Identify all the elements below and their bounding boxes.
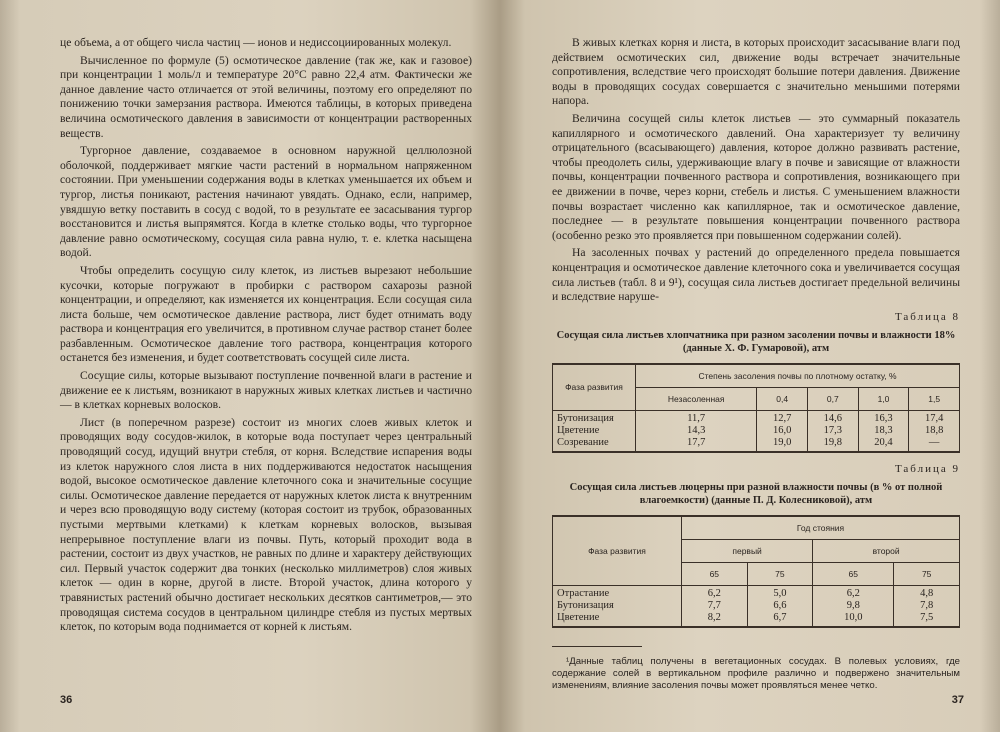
table9-col-header: 65 bbox=[682, 562, 748, 585]
table9-cell: 6,6 bbox=[773, 599, 787, 611]
table8-cell: 17,4 bbox=[924, 412, 944, 424]
table9-phase: Отрастание bbox=[557, 587, 610, 599]
table9-value-column bbox=[682, 585, 748, 627]
table9-title: Сосущая сила листьев люцерны при разной влажности почвы (в % от полной влагоемкости) (данные П. Д. Колесниковой), атм bbox=[569, 481, 943, 506]
table9-label: Таблица 9 bbox=[894, 462, 960, 475]
table8-phase: Созревание bbox=[557, 436, 609, 448]
table8-cell: 14,3 bbox=[687, 424, 706, 436]
table9-cell: 5,0 bbox=[773, 587, 787, 599]
right-paragraph-1: В живых клетках корня и листа, в которых происходит засасывание влаги под действием осмотических сил, движение воды встречает значительные сопротивления, вследствие чего происходят большие потери давления. Движение воды в проводящих сосудах совершается с значительно меньшими потерями напора. bbox=[552, 36, 960, 108]
table9-col-header: 75 bbox=[747, 562, 813, 585]
table9-cell: 8,2 bbox=[707, 611, 721, 623]
left-paragraph-6: Лист (в поперечном разрезе) состоит из многих слоев живых клеток и проводящих воду сосудов-жилок, в которые вода поступает через центральный проводящий сосуд, идущий внутри стебля, от корня. Вследствие испарения воды из клеток наружного слоя листа в них поддерживаются недостаток насыщения водой, высокое осмотическое давление клеточного сока и значительные сосущие силы. Осмотическое давление передается от наружных клеток листа к внутренним и через всю проводящую воду систему (которая состоит из трубок, образованных пустыми мертвыми клетками) к клеткам корневых волосков, вызывая непрерывное поступление влаги из почвы. Путь, который проходит вода в растении, состоит из двух участков, не равных по длине и характеру действующих сил. Первый участок содержит два тонких (несколько миллиметров) слоя живых клеток — один в корне, другой в листе. Второй участок, длина которого у травянистых растений обычно достигает нескольких десятков сантиметров,— это проводящая система сосудов в центральном цилиндре стебля из пустых мертвых клеток, по которым вода поднимается от корней к листьям. bbox=[60, 415, 472, 634]
table9-cell: 6,2 bbox=[707, 587, 721, 599]
right-paragraph-3: На засоленных почвах у растений до определенного предела повышается концентрация и осмотическое давление клеточного сока и увеличивается сосущая сила листьев (табл. 8 и 9¹), сосущая сила листьев достигает предельной величины и вследствие наруше- bbox=[552, 246, 960, 304]
table9-col-header: 75 bbox=[894, 562, 960, 585]
footnote: ¹Данные таблиц получены в вегетационных сосудах. В полевых условиях, где содержание солей в вертикальном профиле различно и подвержено значительным изменениям, влияние засоления почвы может проявляться менее четко. bbox=[552, 656, 960, 692]
table8-cell: 14,6 bbox=[823, 412, 843, 424]
table9 bbox=[552, 515, 960, 628]
table9-cell: 6,7 bbox=[773, 611, 787, 623]
table8-stub-header: Фаза развития bbox=[553, 364, 636, 411]
table8-cell: 17,3 bbox=[823, 424, 843, 436]
page-number-left: 36 bbox=[60, 694, 73, 706]
left-paragraph-3: Тургорное давление, создаваемое в основном наружной целлюлозной оболочкой, поддерживает мягкие части растений в нормальном напряженном состоянии. При уменьшении содержания воды в клетках уменьшается их объем и тургор, листья поникают, растения начинают увядать. Однако, если, например, увядшую ветку поставить в сосуд с водой, то в результате ее засасывания тургор восстановится и листья выпрямятся. Когда в клетке столько воды, что тургорное давление равно осмотическому, сосущая сила равна нулю, т. е. клетка насыщена водой. bbox=[60, 144, 472, 260]
table9-year-header: первый bbox=[682, 539, 813, 562]
table8-phase-column bbox=[553, 410, 636, 452]
left-paragraph-5: Сосущие силы, которые вызывают поступление почвенной влаги в растение и движение ее к листьям, возникают в наружных живых клетках листьев и частично — в клетках корневых волосков. bbox=[60, 369, 472, 412]
table9-cell: 7,8 bbox=[920, 599, 934, 611]
left-paragraph-2: Вычисленное по формуле (5) осмотическое давление (так же, как и газовое) при концентрации 1 моль/л и температуре 20°С равно 22,4 атм. Фактически же данное давление часто отличается от этой величины, поэтому его определяют по понижению точки замерзания раствора. Имеются таблицы, в которых приведена величина осмотического давления в зависимости от концентрации растворенных веществ. bbox=[60, 53, 472, 140]
table9-value-column bbox=[747, 585, 813, 627]
left-paragraph-4: Чтобы определить сосущую силу клеток, из листьев вырезают небольшие кусочки, которые погружают в пробирки с раствором сахарозы разной концентрации, и определяют, как изменяется их концентрация. Если сосущая сила листа больше, чем осмотическое давление раствора, лист будет отнимать воду раствора и концентрация его увеличится, в противном случае раствор станет более разбавленным. Осмотическое давление того раствора, концентрация которого останется без изменения, и будет соответствовать сосущей силе листа. bbox=[60, 263, 472, 365]
table9-cell: 7,5 bbox=[920, 611, 934, 623]
table8-phase: Цветение bbox=[557, 424, 600, 436]
table8 bbox=[552, 363, 960, 453]
table8-cell: 20,4 bbox=[874, 436, 893, 448]
table8-value-column bbox=[909, 410, 960, 452]
table8-cell: 19,0 bbox=[773, 436, 792, 448]
left-paragraph-1: це объема, а от общего числа частиц — ионов и недиссоциированных молекул. bbox=[60, 36, 452, 49]
table8-col-header: 1,5 bbox=[909, 387, 960, 410]
table9-cell: 7,7 bbox=[707, 599, 721, 611]
table8-cell: 16,0 bbox=[773, 424, 792, 436]
table9-cell: 9,8 bbox=[846, 599, 860, 611]
right-page bbox=[500, 0, 1000, 732]
table8-col-header: Незасоленная bbox=[636, 387, 757, 410]
table8-value-column bbox=[636, 410, 757, 452]
table9-phase: Цветение bbox=[557, 611, 600, 623]
table8-value-column bbox=[858, 410, 909, 452]
table9-cell: 4,8 bbox=[920, 587, 934, 599]
table9-year-header: второй bbox=[813, 539, 960, 562]
table8-col-header: 0,4 bbox=[757, 387, 808, 410]
page-number-right: 37 bbox=[951, 694, 964, 706]
table9-group-header: Год стояния bbox=[682, 516, 960, 540]
table8-cell: 17,7 bbox=[687, 436, 706, 448]
table8-phase: Бутонизация bbox=[557, 412, 614, 424]
table9-phase: Бутонизация bbox=[557, 599, 614, 611]
table8-col-header: 1,0 bbox=[858, 387, 909, 410]
table8-group-header: Степень засоления почвы по плотному остатку, % bbox=[636, 364, 960, 388]
table8-cell: 18,3 bbox=[874, 424, 893, 436]
table9-cell: 10,0 bbox=[844, 611, 863, 623]
table8-value-column bbox=[757, 410, 808, 452]
table8-cell: 16,3 bbox=[874, 412, 893, 424]
table9-value-column bbox=[813, 585, 894, 627]
table8-cell: 18,8 bbox=[924, 424, 944, 436]
table8-value-column bbox=[808, 410, 859, 452]
table8-title: Сосущая сила листьев хлопчатника при разном засолении почвы и влажности 18% (данные Х. Ф. Гумаровой), атм bbox=[556, 329, 956, 354]
table9-phase-column bbox=[553, 585, 682, 627]
table9-cell: 6,2 bbox=[846, 587, 860, 599]
table9-col-header: 65 bbox=[813, 562, 894, 585]
table8-cell: 12,7 bbox=[773, 412, 792, 424]
table8-cell: 11,7 bbox=[687, 412, 706, 424]
footnote-divider bbox=[552, 646, 642, 647]
table8-cell: 19,8 bbox=[823, 436, 843, 448]
table8-cell: — bbox=[928, 436, 940, 448]
table8-label: Таблица 8 bbox=[894, 310, 960, 323]
table9-value-column bbox=[894, 585, 960, 627]
right-paragraph-2: Величина сосущей силы клеток листьев — это суммарный показатель капиллярного и осмотического давлений. Она характеризует ту величину отрицательного (всасывающего) давления, которое должно развивать растение, чтобы преодолеть силы, удерживающие влагу в почве и зависящие от влажности почвы, концентрации почвенного раствора и сопротивления, возникающего при ее движении в почве, через корни, стебель и листья. С уменьшением влажности почвы возрастает численно как капиллярное, так и осмотическое давление, последнее — в результате повышения концентрации почвенного раствора (особенно резко это проявляется при повышенном содержании солей). bbox=[552, 111, 960, 242]
table9-stub-header: Фаза развития bbox=[553, 516, 682, 586]
table8-col-header: 0,7 bbox=[808, 387, 859, 410]
